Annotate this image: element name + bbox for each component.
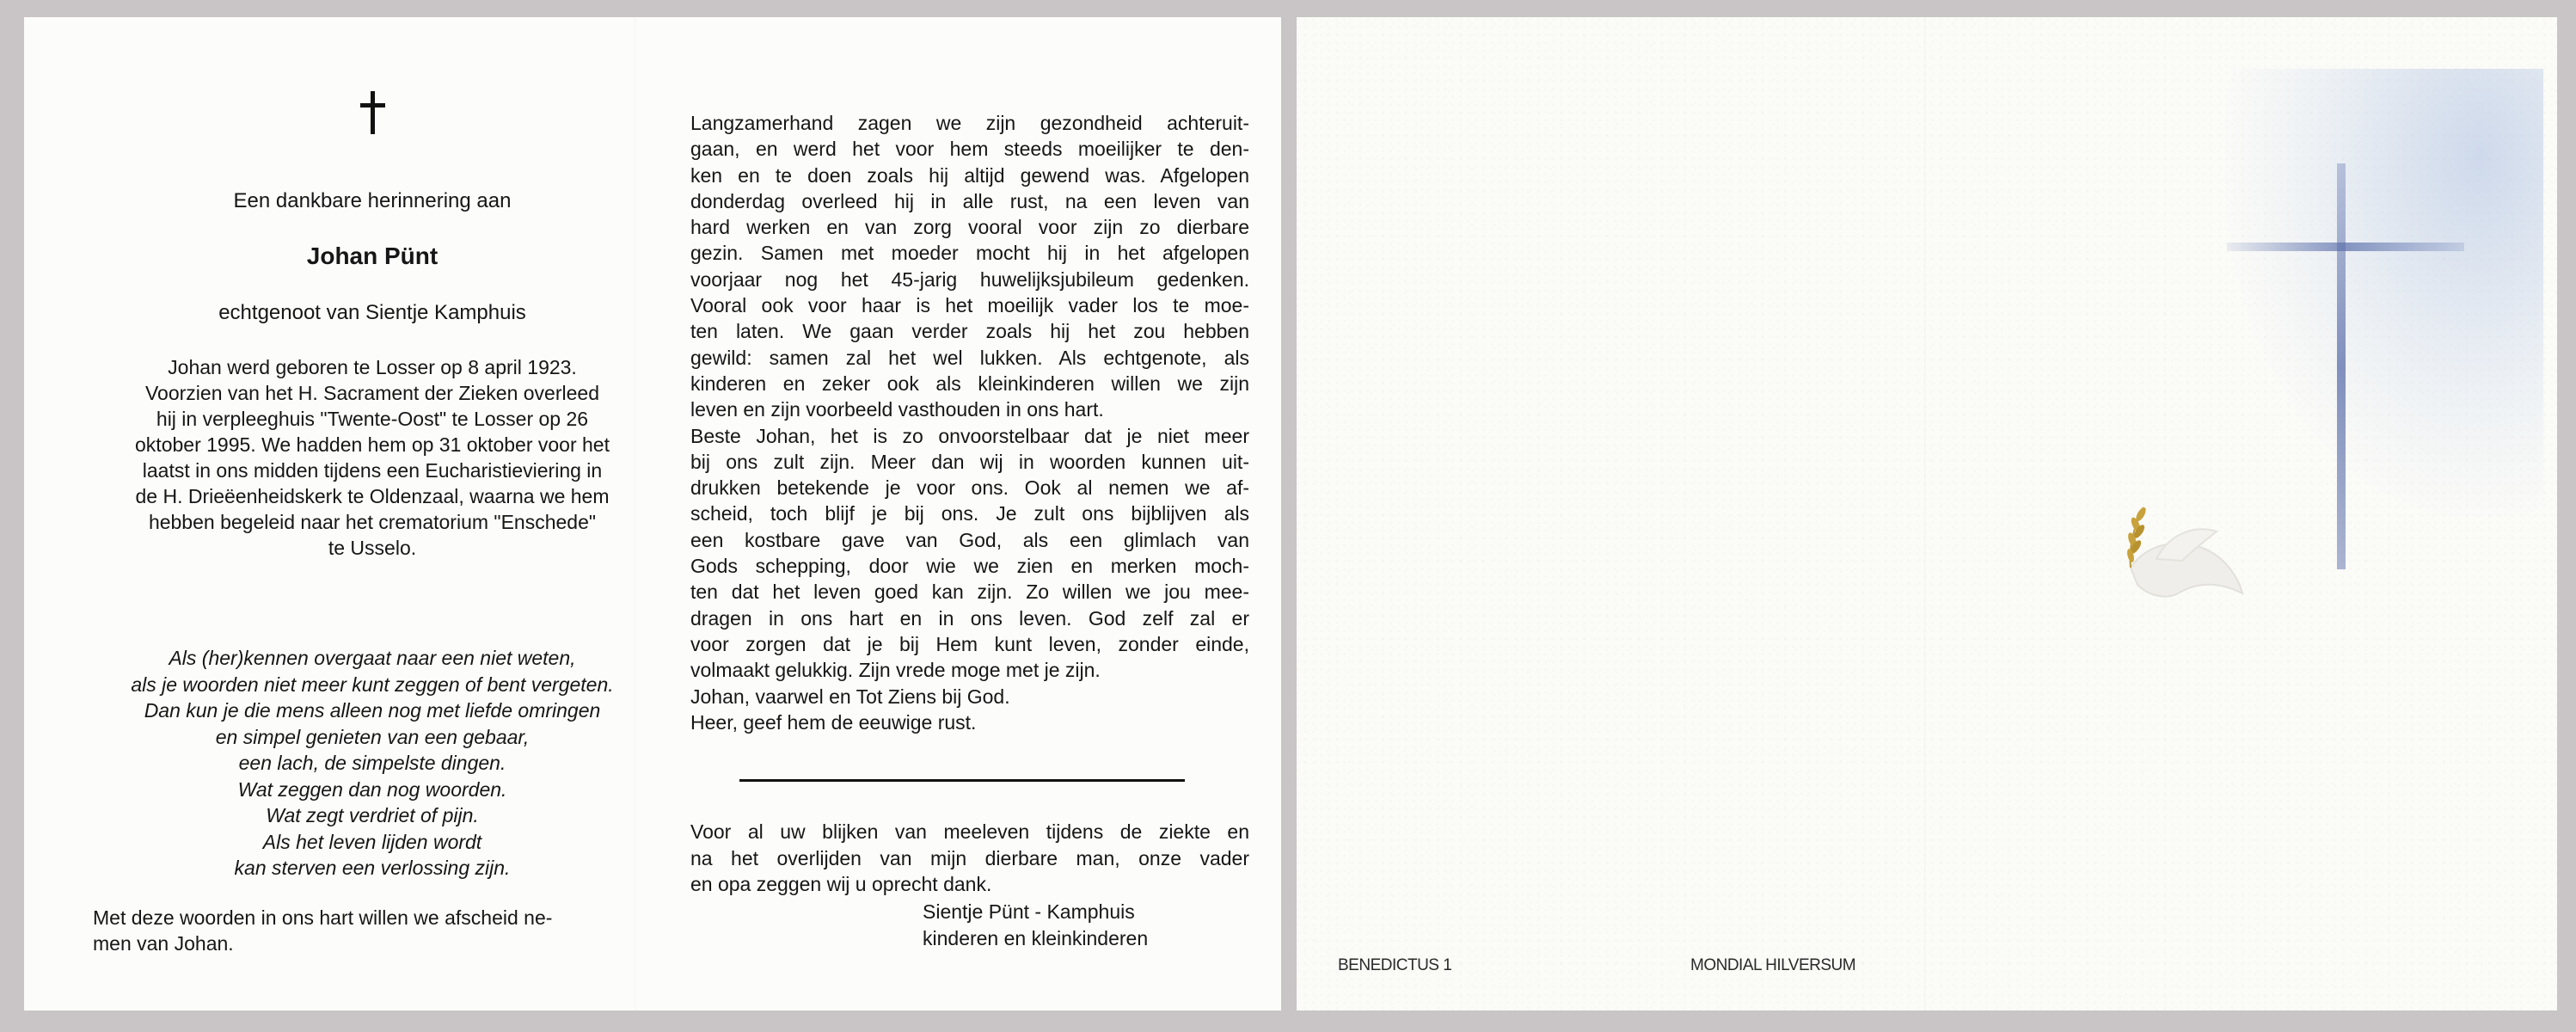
bio-line: Johan werd geboren te Losser op 8 april 1923. [168,356,577,378]
thanks-text [690,819,1249,898]
bio-line: oktober 1995. We hadden hem op 31 oktober voor het [135,433,610,456]
bio-line: hebben begeleid naar het crematorium "Enschede" [148,511,597,533]
story-line: bij ons zult zijn. Meer dan wij in woorden kunnen uit- [690,450,1249,473]
story-line: Gods schepping, door wie we zien en merken moch- [690,555,1249,578]
story-line: een kostbare gave van God, als een glimlach van [690,528,1249,551]
story-line: drukken betekende je voor ons. Ook al nemen we af- [690,476,1249,500]
story-line: dragen in ons hart en in ons leven. God zelf zal er [690,606,1249,630]
bio-line: hij in verpleeghuis "Twente-Oost" te Losser op 26 [156,408,589,430]
cross-icon [2227,243,2464,251]
poem-line: Wat zeggen dan nog woorden. [237,777,507,801]
memorial-story [690,110,1249,735]
story-line: ken en te doen zoals hij altijd gewend was. Afgelopen [690,163,1249,187]
story-line: voorjaar nog het 45-jarig huwelijksjubileum gedenken. [690,267,1249,291]
story-line: donderdag overleed hij in alle rust, na een leven van [690,189,1249,212]
card-model-label: BENEDICTUS 1 [1338,956,1452,974]
story-line: gaan, en werd het voor hem steeds moeilijker te den- [690,138,1249,161]
thanks-line: na het overlijden van mijn dierbare man, onze vader [690,846,1249,869]
bio-line: Voorzien van het H. Sacrament der Zieken overleed [144,382,599,404]
farewell-line: men van Johan. [93,932,234,955]
poem [93,645,652,882]
fold-line [1924,17,1925,1010]
story-line: Heer, geef hem de eeuwige rust. [690,710,977,734]
poem-line: als je woorden niet meer kunt zeggen of bent vergeten. [131,673,614,696]
story-line: scheid, toch blijf je bij ons. Je zult ons bijblijven als [690,502,1249,525]
spouse-line: echtgenoot van Sientje Kamphuis [218,301,526,324]
story-line: hard werken en van zorg vooral voor zijn zo dierbare [690,216,1249,239]
story-line: volmaakt gelukkig. Zijn vrede moge met je zijn. [690,659,1101,682]
story-line: Beste Johan, het is zo onvoorstelbaar dat je niet meer [690,424,1249,447]
intro-text: Een dankbare herinnering aan [233,189,512,212]
thanks-line: en opa zeggen wij u oprecht dank. [690,873,992,895]
poem-line: Als (her)kennen overgaat naar een niet weten, [169,647,576,669]
farewell-text [93,905,652,956]
poem-line: Dan kun je die mens alleen nog met liefde omringen [144,699,601,722]
publisher-label: MONDIAL HILVERSUM [1690,956,1856,974]
dove-icon [2096,499,2251,611]
sky-wash [2225,69,2543,516]
divider-rule [739,779,1185,782]
thanks-line: Voor al uw blijken van meeleven tijdens de ziekte en [690,820,1249,843]
farewell-line: Met deze woorden in ons hart willen we afscheid ne- [93,906,553,929]
biography [93,354,652,561]
signature-line: Sientje Pünt - Kamphuis [923,900,1135,923]
story-line: Langzamerhand zagen we zijn gezondheid achteruit- [690,112,1249,134]
signature-block [923,899,1148,952]
memorial-card-cover [1297,17,2557,1010]
bio-line: laatst in ons midden tijdens een Eucharistieviering in [142,459,603,482]
story-line: leven en zijn voorbeeld vasthouden in ons hart. [690,398,1104,421]
cross-icon [347,84,398,162]
bio-line: de H. Drieëenheidskerk te Oldenzaal, waarna we hem [135,485,610,507]
poem-line: Als het leven lijden wordt [262,830,482,853]
cross-icon [2337,163,2346,569]
signature-line: kinderen en kleinkinderen [923,927,1149,949]
poem-line: een lach, de simpelste dingen. [238,752,506,774]
story-line: voor zorgen dat je bij Hem kunt leven, zonder einde, [690,632,1249,655]
poem-line: Wat zegt verdriet of pijn. [266,804,479,826]
story-line: Vooral ook voor haar is het moeilijk vader los te moe- [690,294,1249,317]
story-line: gewild: samen zal het wel lukken. Als echtgenote, als [690,346,1249,369]
deceased-name: Johan Pünt [306,243,439,269]
bio-line: te Usselo. [328,537,417,559]
poem-line: en simpel genieten van een gebaar, [215,725,530,748]
story-line: kinderen en zeker ook als kleinkinderen willen we zijn [690,372,1249,395]
memorial-card-inner [24,17,1281,1010]
story-line: ten laten. We gaan verder zoals hij het zou hebben [690,320,1249,343]
story-line: Johan, vaarwel en Tot Ziens bij God. [690,685,1010,708]
story-line: gezin. Samen met moeder mocht hij in het afgelopen [690,242,1249,265]
poem-line: kan sterven een verlossing zijn. [234,857,511,879]
story-line: ten dat het leven goed kan zijn. Zo willen we jou mee- [690,580,1249,604]
